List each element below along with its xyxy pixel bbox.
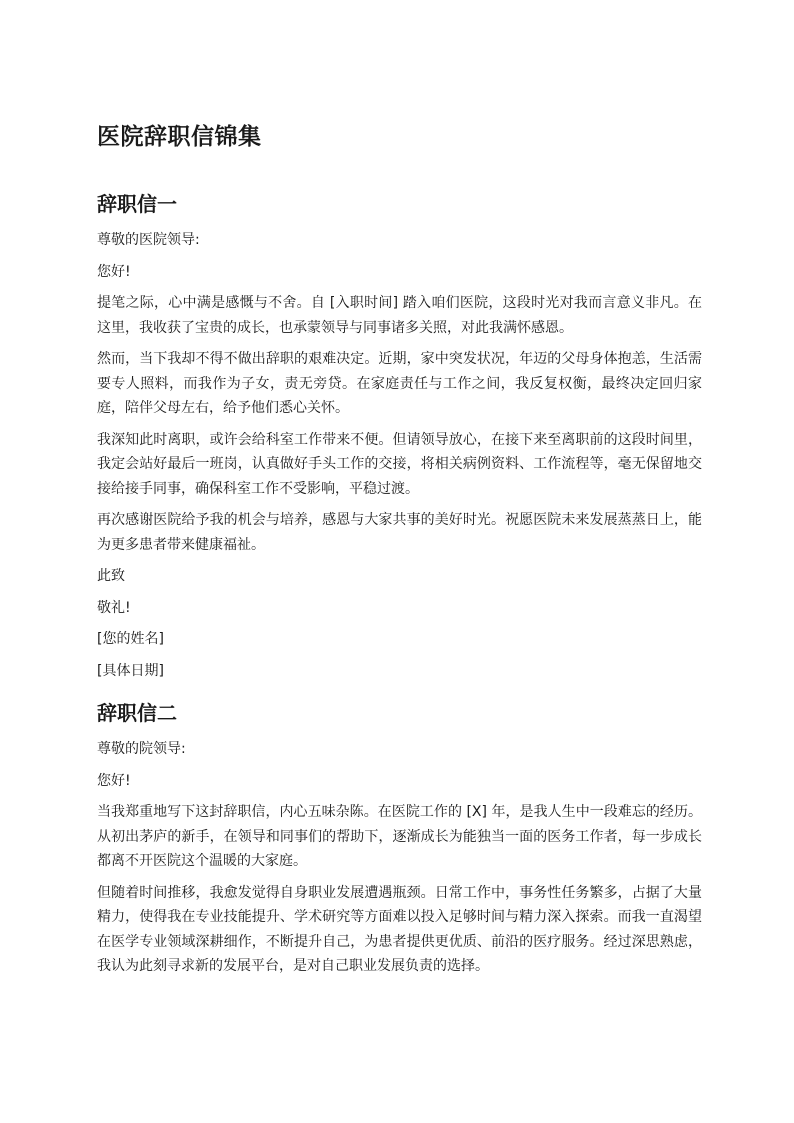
greeting: 您好! (97, 772, 131, 789)
salutation: 尊敬的医院领导: (97, 232, 200, 248)
document-page (97, 116, 702, 986)
signature-name: [您的姓名] (97, 631, 164, 647)
body-paragraph: 我深知此时离职，或许会给科室工作带来不便。但请领导放心，在接下来至离职前的这段时间里，我定会站好最后一班岗，认真做好手头工作的交接，将相关病例资料、工作流程等，毫无保留地交接给接手同事，确保科室工作不受影响，平稳过渡。 (97, 431, 702, 497)
signature-date: [具体日期] (97, 662, 164, 679)
closing-line: 此致 (97, 568, 125, 584)
letter-two (97, 697, 702, 979)
document-title: 医院辞职信锦集 (97, 124, 262, 150)
body-paragraph: 当我郑重地写下这封辞职信，内心五味杂陈。在医院工作的 [X] 年，是我人生中一段难忘的经历。从初出茅庐的新手，在领导和同事们的帮助下，逐渐成长为能独当一面的医务工作者，每一步成长都离不开医院这个温暖的大家庭。 (97, 804, 702, 869)
body-paragraph: 然而，当下我却不得不做出辞职的艰难决定。近期，家中突发状况，年迈的父母身体抱恙，生活需要专人照料，而我作为子女，责无旁贷。在家庭责任与工作之间，我反复权衡，最终决定回归家庭，陪伴父母左右，给予他们悉心关怀。 (97, 351, 702, 416)
body-paragraph: 但随着时间推移，我愈发觉得自身职业发展遭遇瓶颈。日常工作中，事务性任务繁多，占据了大量精力，使得我在专业技能提升、学术研究等方面难以投入足够时间与精力深入探索。而我一直渴望在医学专业领域深耕细作，不断提升自己，为患者提供更优质、前沿的医疗服务。经过深思熟虑，我认为此刻寻求新的发展平台，是对自己职业发展负责的选择。 (97, 884, 702, 974)
body-paragraph: 再次感谢医院给予我的机会与培养，感恩与大家共事的美好时光。祝愿医院未来发展蒸蒸日上，能为更多患者带来健康福祉。 (97, 512, 702, 553)
letter-two-heading: 辞职信二 (97, 701, 177, 725)
closing-salute: 敬礼! (97, 599, 131, 616)
greeting: 您好! (97, 263, 131, 280)
body-paragraph: 提笔之际，心中满是感慨与不舍。自 [入职时间] 踏入咱们医院，这段时光对我而言意义非凡。在这里，我收获了宝贵的成长，也承蒙领导与同事诸多关照，对此我满怀感恩。 (97, 295, 702, 336)
letter-one (97, 188, 702, 683)
salutation: 尊敬的院领导: (97, 741, 186, 757)
letter-one-heading: 辞职信一 (97, 192, 177, 216)
